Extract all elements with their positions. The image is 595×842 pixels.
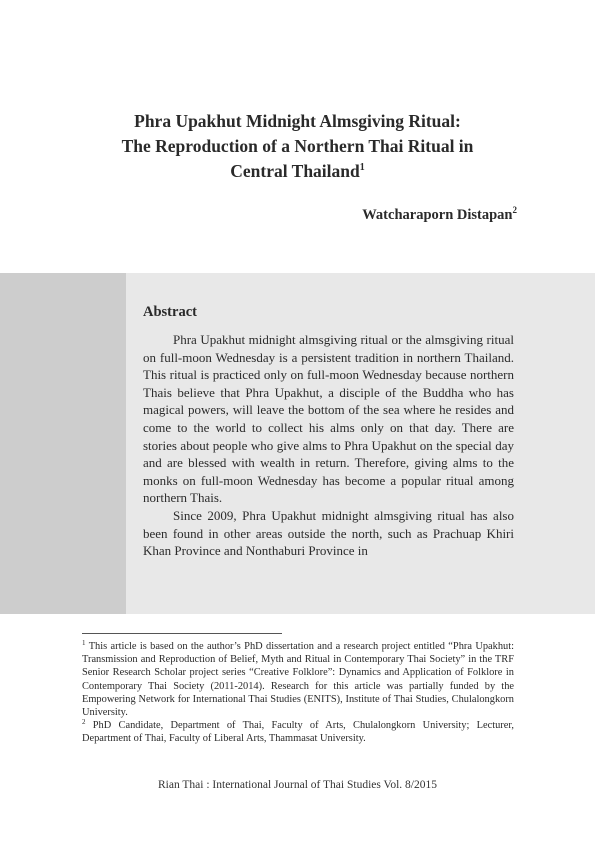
abstract-paragraph-2: Since 2009, Phra Upakhut midnight almsgiving ritual has also been found in other areas outside the north, such as Prachuap Khiri Khan Province and Nonthaburi Province in [143, 507, 514, 559]
footnote-1-mark: 1 [82, 639, 86, 647]
abstract-side-panel [0, 273, 126, 614]
footnotes [82, 640, 514, 746]
footnote-1 [82, 640, 514, 719]
footnote-2 [82, 719, 514, 745]
title-line-3-text: Central Thailand [230, 161, 360, 181]
footnote-2-mark: 2 [82, 718, 86, 727]
title-footnote-mark[interactable]: 1 [359, 162, 365, 173]
title-line-1: Phra Upakhut Midnight Almsgiving Ritual: [134, 111, 461, 131]
title-line-2: The Reproduction of a Northern Thai Ritual in [121, 136, 474, 156]
abstract-section [143, 304, 514, 560]
article-title [60, 109, 535, 184]
footnote-2-text: PhD Candidate, Department of Thai, Faculty of Arts, Chulalongkorn University; Lecturer, Department of Thai, Faculty of Liberal Arts, Thammasat University. [82, 720, 515, 745]
author-name-text: Watcharaporn Distapan [362, 207, 513, 223]
footnote-divider [82, 633, 282, 634]
journal-footer: Rian Thai : International Journal of Thai Studies Vol. 8/2015 [158, 779, 437, 791]
author-name [362, 207, 517, 224]
abstract-heading: Abstract [143, 304, 197, 320]
abstract-paragraph-1: Phra Upakhut midnight almsgiving ritual or the almsgiving ritual on full-moon Wednesday is a persistent tradition in northern Thailand. This ritual is practiced only on full-moon Wednesday because northern Thais believe that Phra Upakhut, a disciple of the Buddha who has magical powers, will leave the bottom of the sea where he resides and come to the world to collect his alms only on that day. There are stories about people who give alms to Phra Upakhut on the special day and are blessed with wealth in return. Therefore, giving alms to the monks on full-moon Wednesday has become a popular ritual among northern Thais. [143, 332, 514, 506]
title-line-3 [60, 159, 535, 184]
author-footnote-mark[interactable]: 2 [512, 205, 517, 215]
footnote-1-text: This article is based on the author’s PhD dissertation and a research project entitled “Phra Upakhut: Transmission and Reproduction of Belief, Myth and Ritual in Contemporary Thai Society” in the TRF Senior Research Scholar project series “Creative Folklore”: Dynamics and Application of Folklore in Contemporary Thai Society (2011-2014). Research for this article was partially funded by the Empowering Network for International Thai Studies (ENITS), Institute of Thai Studies, Chulalongkorn University. [82, 641, 514, 719]
